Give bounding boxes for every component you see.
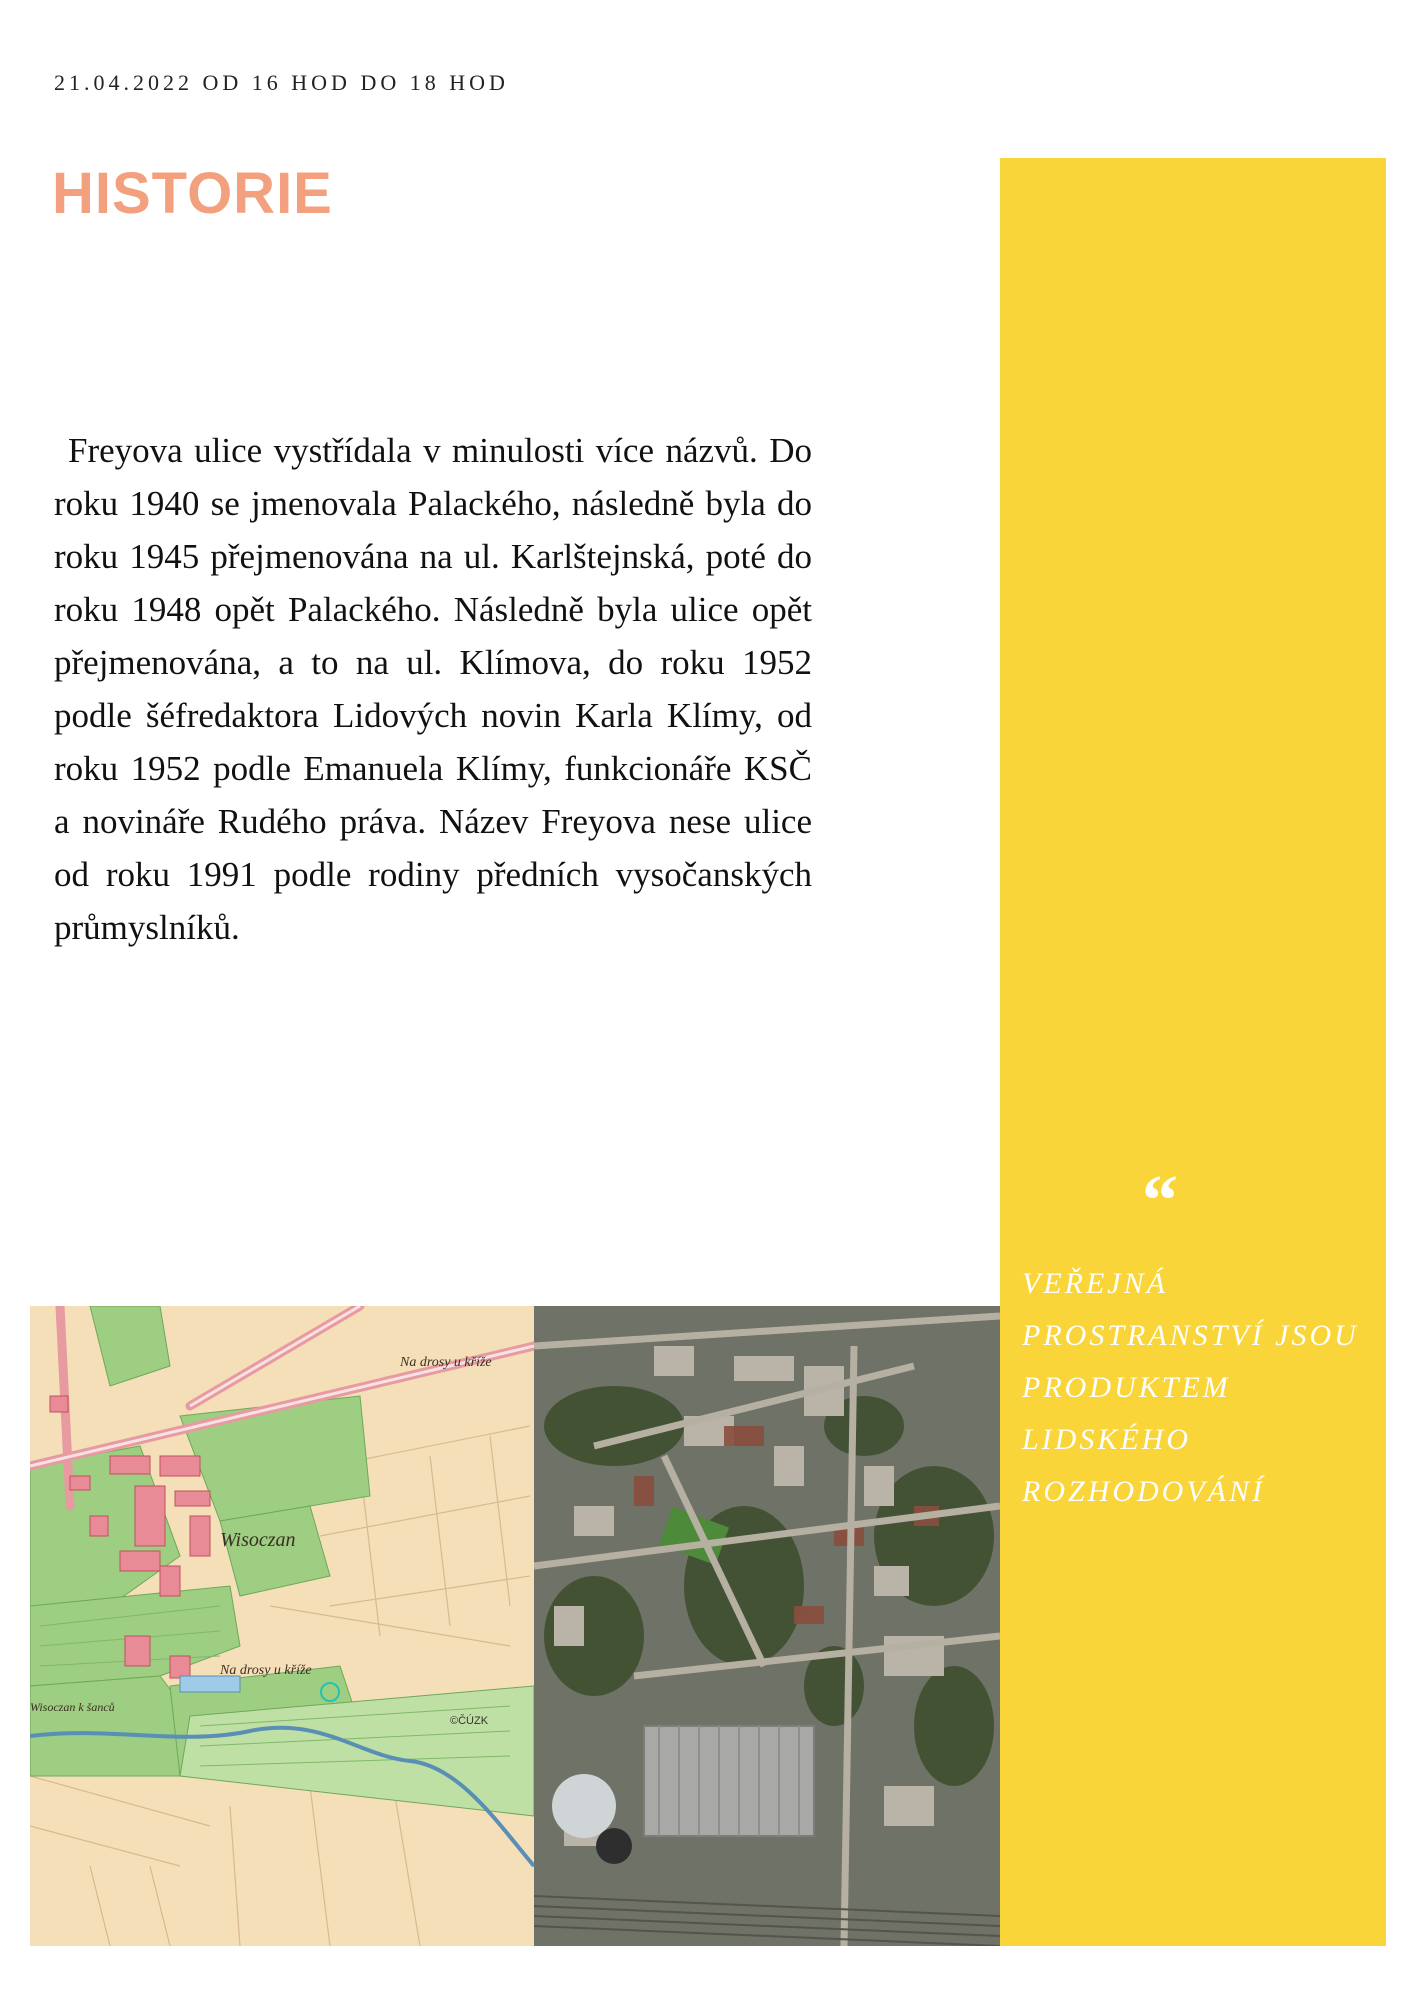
map-label-village: Wisoczan <box>220 1529 296 1551</box>
quote-icon: “ <box>1142 1160 1178 1240</box>
aerial-photo-image <box>534 1306 1000 1946</box>
history-paragraph: Freyova ulice vystřídala v minulosti více názvů. Do roku 1940 se jmenovala Palackého, následně byla do roku 1945 přejmenována na ul. Karlštejnská, poté do roku 1948 opět Palackého. Následně byla ulice opět přejmenována, a to na ul. Klímova, do roku 1952 podle šéfredaktora Lidových novin Karla Klímy, od roku 1952 podle Emanuela Klímy, funkcionáře KSČ a novináře Rudého práva. Název Freyova nese ulice od roku 1991 podle rodiny předních vysočanských průmyslníků. <box>54 431 812 947</box>
map-label-field-mid: Na drosy u kříže <box>220 1663 312 1678</box>
historic-map-image <box>30 1306 534 1946</box>
quote-sidebar <box>1000 158 1386 1946</box>
sidebar-quote: VEŘEJNÁ PROSTRANSTVÍ JSOU PRODUKTEM LIDSKÉHO ROZHODOVÁNÍ <box>1022 1267 1359 1508</box>
map-label-field-left: Wisoczan k šanců <box>30 1700 115 1714</box>
event-date: 21.04.2022 OD 16 HOD DO 18 HOD <box>54 70 509 95</box>
map-credit: ©ČÚZK <box>450 1715 489 1727</box>
page-title: HISTORIE <box>52 161 333 226</box>
map-label-field-top: Na drosy u kříže <box>400 1355 492 1370</box>
